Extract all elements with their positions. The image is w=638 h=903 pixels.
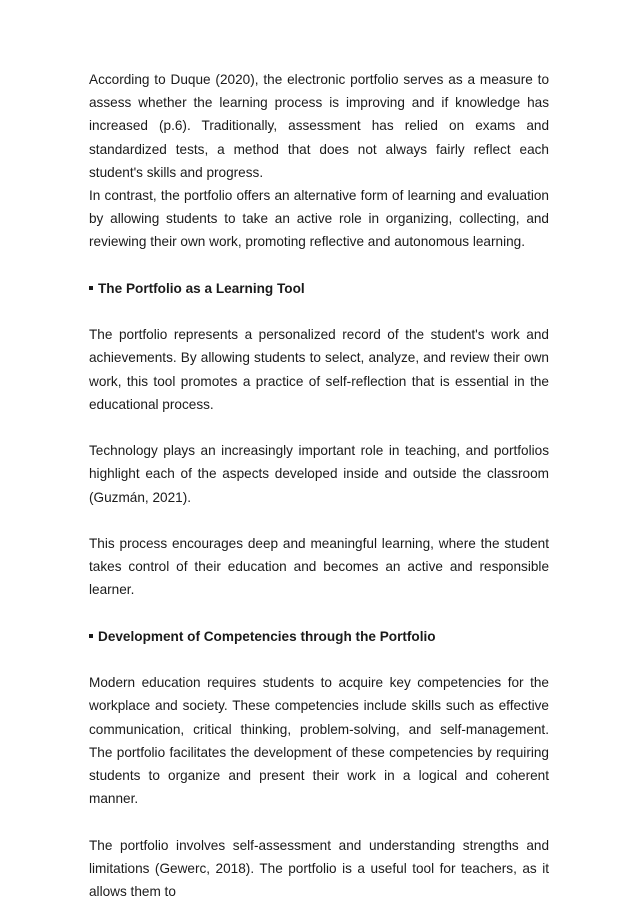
spacer — [89, 300, 549, 323]
paragraph-technology: Technology plays an increasingly important role in teaching, and portfolios highlight each of the aspects developed inside and outside the classroom (Guzmán, 2021). — [89, 443, 549, 505]
document-page — [89, 68, 549, 903]
spacer — [89, 602, 549, 625]
spacer — [89, 810, 549, 833]
section-heading-text: The Portfolio as a Learning Tool — [98, 280, 305, 296]
bullet-icon — [89, 634, 93, 638]
spacer — [89, 648, 549, 671]
paragraph-contrast: In contrast, the portfolio offers an alternative form of learning and evaluation by allowing students to take an active role in organizing, collecting, and reviewing their own work, promoting reflective and autonomous learning. — [89, 188, 549, 250]
paragraph-intro: According to Duque (2020), the electronic portfolio serves as a measure to assess whether the learning process is improving and if knowledge has increased (p.6). Traditionally, assessment has relied on exams and standardized tests, a method that does not always fairly reflect each student's skills and progress. — [89, 72, 549, 180]
spacer — [89, 254, 549, 277]
paragraph-deep-learning: This process encourages deep and meaningful learning, where the student takes control of their education and becomes an active and responsible learner. — [89, 536, 549, 598]
section-heading-text: Development of Competencies through the Portfolio — [98, 628, 436, 644]
spacer — [89, 509, 549, 532]
spacer — [89, 416, 549, 439]
paragraph-self-assessment: The portfolio involves self-assessment and understanding strengths and limitations (Gewerc, 2018). The portfolio is a useful tool for teachers, as it allows them to — [89, 837, 549, 899]
paragraph-modern-education: Modern education requires students to acquire key competencies for the workplace and society. These competencies include skills such as effective communication, critical thinking, problem-solving, and self-management. The portfolio facilitates the development of these competencies by requiring students to organize and present their work in a logical and coherent manner. — [89, 675, 549, 807]
section-heading-competencies — [89, 625, 549, 648]
bullet-icon — [89, 286, 93, 290]
section-heading-learning-tool — [89, 277, 549, 300]
paragraph-personalized-record: The portfolio represents a personalized record of the student's work and achievements. By allowing students to select, analyze, and review their own work, this tool promotes a practice of self-reflection that is essential in the educational process. — [89, 327, 549, 412]
